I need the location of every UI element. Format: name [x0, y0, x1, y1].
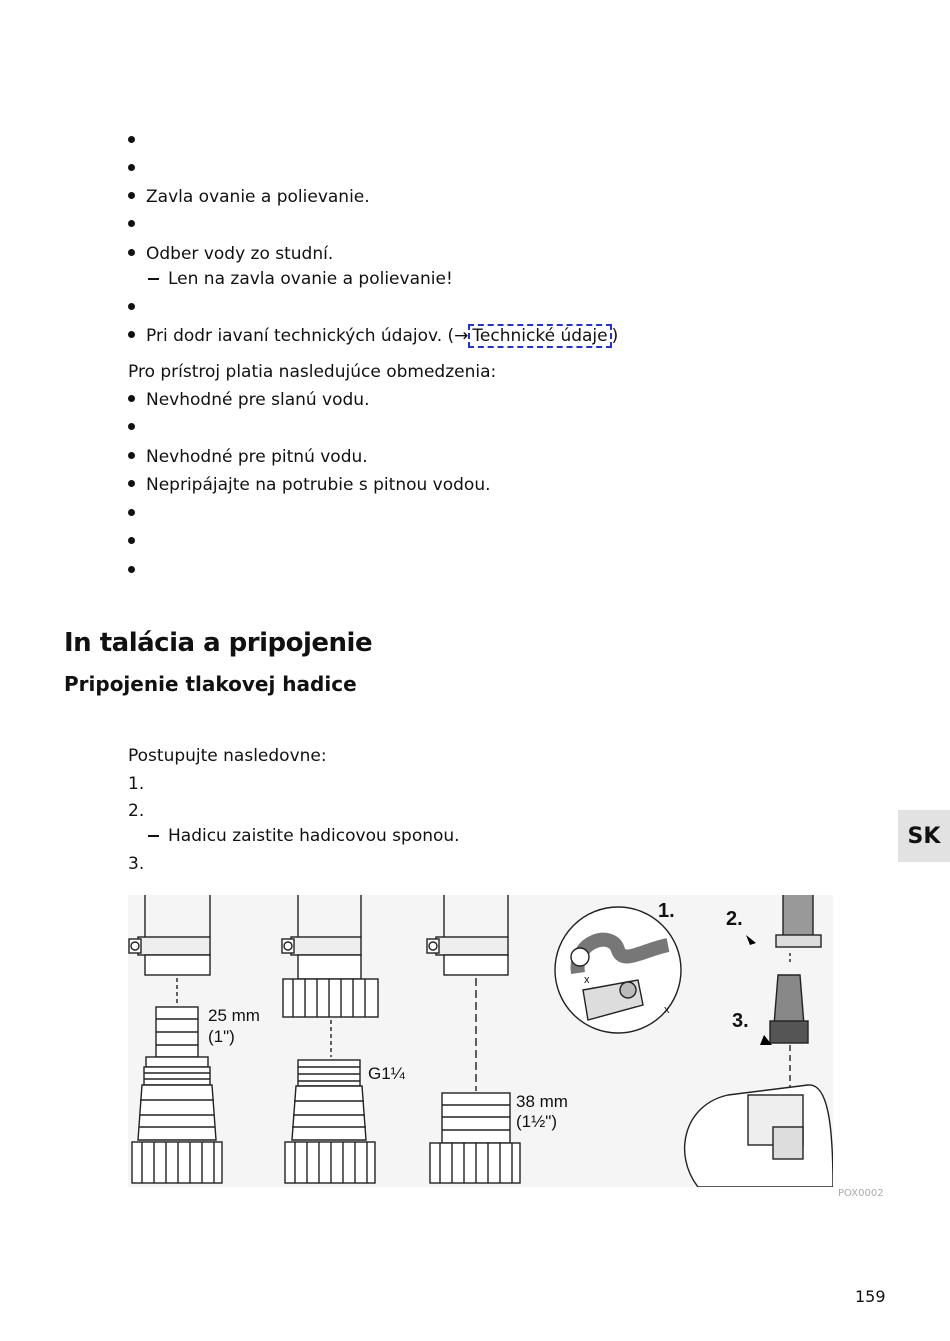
bullet-icon	[128, 249, 135, 256]
bullet-icon	[128, 192, 135, 199]
figure-code: POX0002	[838, 1188, 884, 1199]
bullet-icon	[128, 566, 135, 573]
list-item	[128, 447, 368, 467]
subsection-title: Pripojenie tlakovej hadice	[64, 672, 357, 696]
label-g-thread: G1¼	[368, 1064, 405, 1083]
sub-list-item-text: Len na zavla ovanie a polievanie!	[168, 269, 453, 289]
dimension-x-label: x	[664, 1004, 670, 1016]
bullet-icon	[128, 164, 135, 171]
label-1-5-inch: (1½")	[516, 1112, 557, 1131]
list-item-text: Nevhodné pre pitnú vodu.	[146, 447, 368, 467]
list-item	[128, 298, 146, 318]
step-number: 2.	[128, 801, 145, 821]
dash-icon	[148, 278, 159, 280]
bullet-icon	[128, 480, 135, 487]
dash-icon	[148, 835, 159, 837]
hose-connection-illustration	[128, 895, 833, 1187]
step-2-label: 2.	[726, 908, 743, 930]
list-item-text: Odber vody zo studní.	[146, 244, 334, 264]
list-item	[128, 532, 146, 552]
step-number: 3.	[128, 854, 145, 874]
bullet-icon	[128, 423, 135, 430]
dimension-x-label: x	[584, 974, 590, 986]
bullet-icon	[128, 509, 135, 516]
list-item	[128, 326, 618, 346]
bullet-icon	[128, 331, 135, 338]
list-item	[128, 215, 146, 235]
restrictions-intro: Pro prístroj platia nasledujúce obmedzenia:	[128, 362, 497, 382]
section-title: In talácia a pripojenie	[64, 628, 373, 658]
language-tab: SK	[898, 810, 950, 862]
list-item-text: Nepripájajte na potrubie s pitnou vodou.	[146, 475, 491, 495]
page-number: 159	[855, 1287, 886, 1306]
list-item	[128, 475, 491, 495]
bullet-icon	[128, 220, 135, 227]
label-1-inch: (1")	[208, 1027, 235, 1046]
close-paren: )	[611, 326, 619, 346]
bullet-icon	[128, 303, 135, 310]
sub-list-item	[148, 826, 460, 846]
steps-intro: Postupujte nasledovne:	[128, 746, 327, 766]
step-1-label: 1.	[658, 900, 675, 922]
bullet-icon	[128, 395, 135, 402]
bullet-icon	[128, 537, 135, 544]
sub-list-item	[148, 269, 453, 289]
list-item	[128, 561, 146, 581]
sub-list-item-text: Hadicu zaistite hadicovou sponou.	[168, 826, 460, 846]
list-item-text: Pri dodr iavaní technických údajov. (	[146, 326, 455, 346]
list-item	[128, 244, 333, 264]
list-item	[128, 390, 370, 410]
list-item	[128, 187, 370, 207]
list-item-text: Zavla ovanie a polievanie.	[146, 187, 370, 207]
label-38mm: 38 mm	[516, 1092, 568, 1111]
list-item	[128, 418, 146, 438]
list-item	[128, 131, 146, 151]
arrow-icon: →	[454, 326, 469, 346]
step-3-label: 3.	[732, 1010, 749, 1032]
bullet-icon	[128, 136, 135, 143]
bullet-icon	[128, 452, 135, 459]
label-25mm: 25 mm	[208, 1006, 260, 1025]
list-item-text: Nevhodné pre slanú vodu.	[146, 390, 370, 410]
list-item	[128, 159, 146, 179]
hose-connection-figure	[128, 895, 833, 1187]
list-item	[128, 504, 146, 524]
step-number: 1.	[128, 774, 145, 794]
technical-data-link[interactable]: Technické údaje	[468, 324, 611, 348]
